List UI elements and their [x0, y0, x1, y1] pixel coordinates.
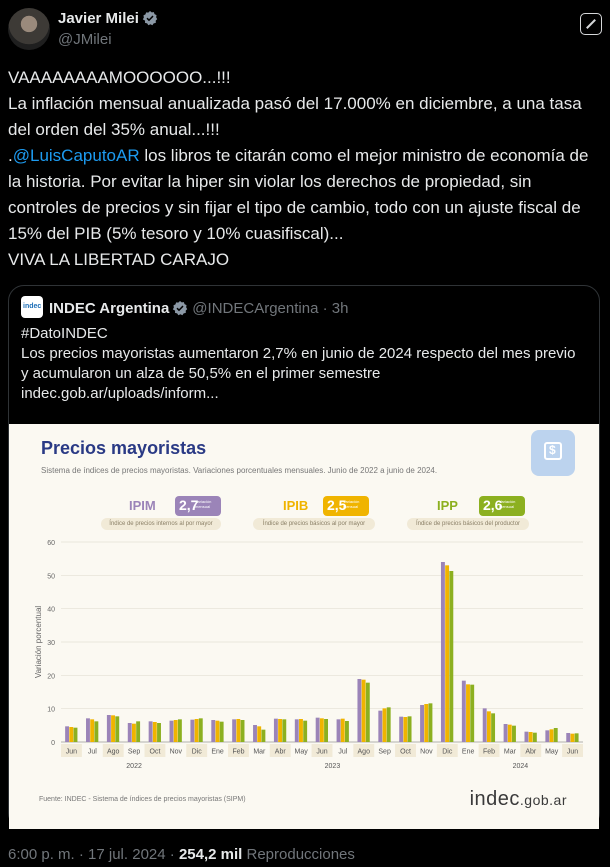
- x-tick-label: Sep: [127, 748, 141, 756]
- x-tick-label: Dic: [442, 748, 453, 756]
- bar-chart: [33, 536, 579, 776]
- x-tick-label: Abr: [274, 748, 286, 756]
- bar-ipim: [232, 719, 236, 742]
- bar-ipib: [424, 704, 428, 742]
- quote-text: Los precios mayoristas aumentaron 2,7% en junio de 2024 respecto del mes previo y acumularon un alza de 50,5% en el primer semestre: [21, 345, 576, 382]
- bar-ipim: [399, 717, 403, 742]
- bar-ipp: [115, 716, 119, 742]
- bar-ipp: [157, 723, 161, 742]
- quote-author-handle: @INDECArgentina: [192, 300, 319, 317]
- bar-ipp: [429, 703, 433, 742]
- indicator-name: IPIM: [129, 498, 156, 513]
- x-tick-label: Nov: [169, 748, 183, 756]
- indec-brand-logo: indec.gob.ar: [469, 788, 567, 810]
- bar-ipib: [69, 727, 73, 742]
- mention-link[interactable]: @LuisCaputoAR: [12, 146, 140, 165]
- chart-card-image[interactable]: [9, 424, 599, 829]
- tweet-line: [8, 143, 603, 247]
- bar-ipib: [487, 711, 491, 742]
- x-tick-label: Sep: [378, 748, 391, 756]
- bar-ipim: [378, 711, 382, 742]
- x-tick-label: Ene: [211, 748, 224, 756]
- bar-ipib: [278, 719, 282, 742]
- quote-hashtag[interactable]: #DatoINDEC: [21, 325, 108, 342]
- author-handle[interactable]: @JMilei: [58, 31, 112, 48]
- author-name[interactable]: Javier Milei: [58, 10, 139, 27]
- y-tick-label: 60: [47, 540, 55, 547]
- y-axis-label: Variación porcentual: [34, 605, 43, 679]
- indicator-name: IPIB: [283, 498, 309, 513]
- x-tick-label: Oct: [400, 748, 411, 756]
- indicator-value-badge: 2,6 Variación mensual: [479, 496, 525, 516]
- indicator-value-badge: 2,5 Variación mensual: [323, 496, 369, 516]
- bar-ipib: [236, 719, 240, 742]
- bar-ipib: [466, 684, 470, 742]
- bar-ipp: [554, 728, 558, 742]
- indicator-ipim: [101, 496, 221, 532]
- y-tick-label: 0: [51, 740, 55, 747]
- bar-ipp: [345, 721, 349, 742]
- bar-ipim: [128, 723, 132, 742]
- bar-ipib: [320, 718, 324, 742]
- bar-ipp: [220, 722, 224, 742]
- x-tick-label: Ene: [461, 748, 475, 756]
- quote-link[interactable]: indec.gob.ar/uploads/inform...: [21, 385, 219, 402]
- bar-ipp: [533, 733, 537, 742]
- x-tick-label: Ago: [357, 748, 370, 756]
- bar-ipp: [408, 716, 412, 742]
- bar-ipim: [149, 721, 153, 742]
- author-name-row[interactable]: [58, 10, 158, 27]
- bar-ipib: [111, 715, 115, 742]
- x-tick-label: Jun: [566, 748, 579, 756]
- quote-time: 3h: [331, 300, 349, 317]
- bar-ipim: [566, 733, 570, 742]
- bar-ipim: [107, 715, 111, 742]
- indicator-desc: Índice de precios internos al por mayor: [101, 518, 221, 530]
- bar-ipp: [324, 719, 328, 742]
- year-label: 2022: [126, 763, 142, 770]
- y-tick-label: 50: [47, 573, 55, 581]
- bar-ipp: [74, 728, 78, 742]
- bar-ipim: [483, 708, 487, 742]
- bar-ipp: [178, 719, 182, 742]
- verified-badge-icon: [172, 300, 188, 316]
- year-label: 2024: [512, 763, 529, 770]
- bar-ipib: [299, 719, 303, 742]
- y-tick-label: 30: [47, 640, 55, 647]
- bar-ipim: [441, 562, 445, 742]
- chart-source: Fuente: INDEC - Sistema de índices de precios mayoristas (SIPM): [39, 796, 246, 803]
- bar-ipp: [199, 718, 203, 742]
- bar-ipim: [337, 719, 341, 742]
- bar-ipib: [362, 680, 366, 742]
- avatar[interactable]: [8, 8, 50, 50]
- tweet-prefix: .: [8, 146, 13, 165]
- bar-ipim: [274, 719, 278, 742]
- bar-ipib: [174, 720, 178, 742]
- year-label: 2023: [324, 763, 341, 770]
- bar-ipib: [403, 717, 407, 742]
- view-label: Reproducciones: [242, 846, 355, 863]
- x-tick-label: Jun: [316, 748, 328, 756]
- x-tick-label: Oct: [149, 748, 161, 756]
- x-tick-label: Jul: [338, 748, 348, 756]
- bar-ipim: [211, 720, 215, 742]
- x-tick-label: Nov: [420, 748, 433, 756]
- indicator-ipib: [253, 496, 375, 532]
- bar-ipib: [90, 719, 94, 742]
- y-tick-label: 20: [47, 673, 55, 681]
- bar-ipib: [153, 722, 157, 742]
- bar-ipim: [504, 724, 508, 742]
- indicator-ipp: [407, 496, 529, 532]
- indec-logo-icon: indec: [21, 296, 43, 318]
- bar-ipim: [65, 726, 69, 742]
- bar-ipim: [253, 725, 257, 742]
- bar-ipib: [550, 729, 554, 742]
- x-tick-label: Jun: [65, 748, 78, 756]
- bar-ipp: [261, 730, 265, 742]
- card-subtitle: Sistema de índices de precios mayoristas. Variaciones porcentuales mensuales. Junio de 2022 a junio de 2024.: [41, 466, 438, 475]
- bar-ipp: [94, 721, 98, 742]
- bar-ipp: [491, 713, 495, 742]
- bar-ipib: [195, 719, 199, 742]
- indicator-desc: Índice de precios básicos del productor: [407, 518, 529, 530]
- x-tick-label: Mar: [503, 748, 516, 756]
- bar-ipib: [383, 708, 387, 742]
- tweet-line: VAAAAAAAAMOOOOOO...!!!: [8, 68, 231, 87]
- bar-ipim: [86, 718, 90, 742]
- x-tick-label: May: [294, 748, 308, 756]
- price-tag-icon: $: [531, 430, 575, 476]
- bar-ipp: [136, 721, 140, 742]
- bar-ipim: [357, 679, 361, 742]
- x-tick-label: Feb: [483, 748, 496, 756]
- quote-header: indec INDEC Argentina @INDECArgentina · 3h: [21, 296, 348, 318]
- bar-ipp: [303, 721, 307, 742]
- bar-ipim: [545, 730, 549, 742]
- bar-ipim: [295, 719, 299, 742]
- tweet-header: [8, 8, 602, 54]
- bar-ipib: [132, 724, 136, 742]
- x-tick-label: Feb: [232, 748, 245, 756]
- bar-ipib: [508, 725, 512, 742]
- grok-icon[interactable]: [580, 13, 602, 35]
- quoted-tweet[interactable]: [8, 285, 600, 829]
- x-tick-label: Dic: [191, 748, 202, 756]
- x-tick-label: Ago: [106, 748, 120, 756]
- y-tick-label: 40: [47, 606, 55, 614]
- indicator-desc: Índice de precios básicos al por mayor: [253, 518, 375, 530]
- bar-ipp: [512, 726, 516, 742]
- x-tick-label: Abr: [525, 748, 537, 756]
- quote-body: [21, 324, 586, 404]
- tweet-line: La inflación mensual anualizada pasó del 17.000% en diciembre, a una tasa del orden del 35% anual...!!!: [8, 94, 582, 139]
- bar-ipib: [216, 721, 220, 742]
- tweet-line-rest: los libros te citarán como el mejor ministro de economía de la historia. Por evitar la hiper sin violar los derechos de propiedad, sin controles de precios y sin fijar el tipo de cambio, todo con un ajuste fiscal de 15% del PIB (5% tesoro y 10% cuasifiscal)...: [8, 146, 589, 243]
- verified-badge-icon: [142, 10, 158, 26]
- bar-ipib: [445, 565, 449, 742]
- tweet-text: [8, 65, 603, 273]
- bar-ipim: [316, 718, 320, 742]
- tweet-line: VIVA LA LIBERTAD CARAJO: [8, 250, 230, 269]
- x-tick-label: Mar: [253, 748, 266, 756]
- bar-ipim: [190, 720, 194, 742]
- bar-ipp: [470, 685, 474, 742]
- card-title: Precios mayoristas: [41, 438, 207, 458]
- bar-ipib: [257, 726, 261, 742]
- x-tick-label: Jul: [87, 748, 97, 756]
- y-tick-label: 10: [47, 706, 55, 714]
- bar-ipp: [449, 571, 453, 742]
- x-tick-label: May: [545, 748, 559, 756]
- bar-ipp: [387, 707, 391, 742]
- bar-ipp: [366, 683, 370, 742]
- bar-ipp: [575, 733, 579, 742]
- quote-author-name[interactable]: INDEC Argentina: [49, 300, 170, 317]
- bar-ipib: [341, 719, 345, 742]
- bar-ipim: [525, 732, 529, 742]
- bar-ipp: [241, 720, 245, 742]
- bar-ipp: [282, 719, 286, 742]
- bar-ipim: [462, 681, 466, 742]
- indicator-name: IPP: [437, 498, 458, 513]
- tweet-footer: [8, 846, 355, 863]
- tweet-timestamp[interactable]: 6:00 p. m. · 17 jul. 2024 ·: [8, 846, 179, 863]
- bar-ipim: [170, 721, 174, 742]
- bar-ipim: [420, 705, 424, 742]
- bar-ipib: [529, 732, 533, 742]
- bar-ipib: [570, 734, 574, 742]
- view-count: 254,2 mil: [178, 846, 243, 863]
- indicator-value-badge: 2,7 Variación mensual: [175, 496, 221, 516]
